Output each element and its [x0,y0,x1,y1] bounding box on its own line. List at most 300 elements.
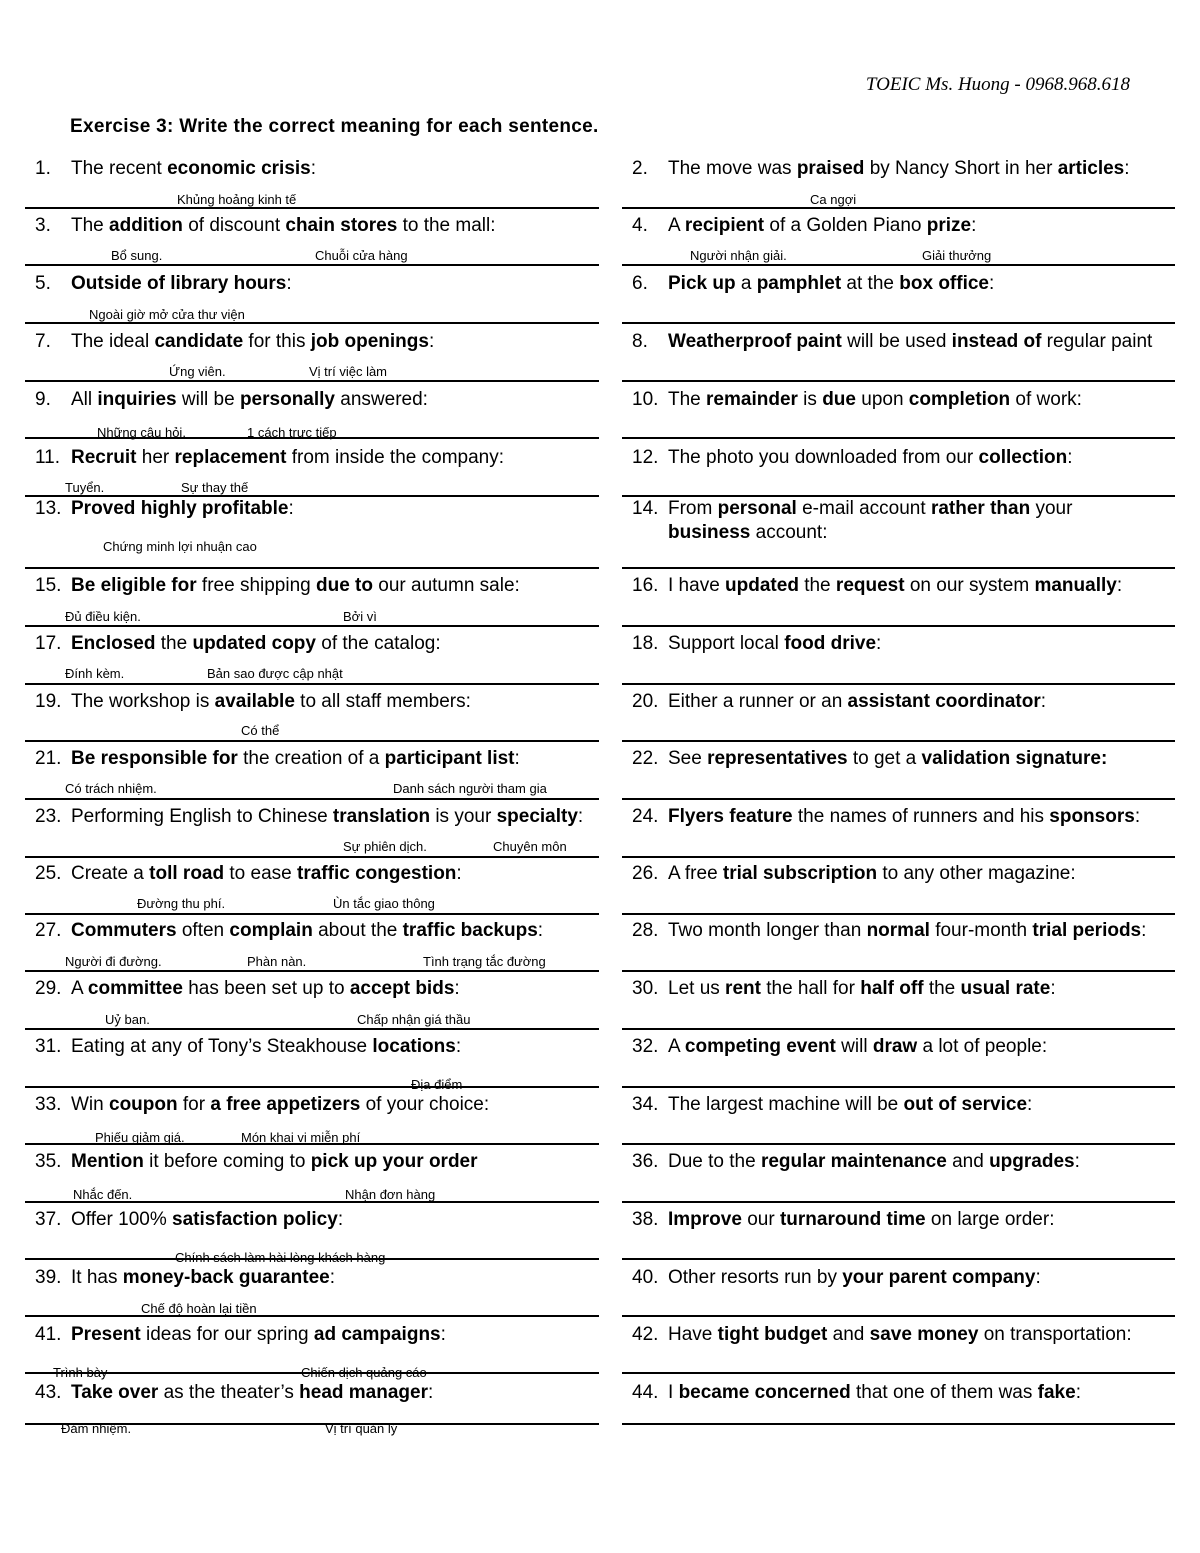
item-number: 4. [632,215,648,236]
handwritten-answer[interactable]: Trình bày [53,1365,108,1380]
item-prompt [622,1208,1175,1232]
exercise-item-7 [25,330,599,382]
key-term: collection [978,447,1068,468]
item-prompt [25,1150,599,1174]
prompt-text: : [989,273,995,294]
answer-line [622,1423,1175,1425]
prompt-text: Let us [668,978,726,999]
answer-line [622,567,1175,569]
answer-line [622,264,1175,266]
handwritten-answer[interactable]: Món khai vị miễn phí [241,1130,361,1145]
exercise-item-41 [25,1323,599,1380]
item-prompt [622,330,1175,354]
item-prompt [622,977,1175,1001]
item-number: 32. [632,1036,659,1057]
item-prompt [25,388,599,412]
exercise-item-1 [25,157,599,209]
exercise-item-2 [622,157,1175,209]
exercise-item-5 [25,272,599,324]
prompt-text: and [827,1324,870,1345]
prompt-text: for this [243,331,311,352]
answer-line [622,683,1175,685]
key-term: chain stores [285,215,398,236]
prompt-text: A [71,978,88,999]
handwritten-answer[interactable]: Chính sách làm hài lòng khách hàng [175,1250,386,1265]
handwritten-answer[interactable]: Đính kèm. [65,666,125,681]
answer-line [622,970,1175,972]
item-prompt [622,574,1175,598]
handwritten-answer[interactable]: Ngoài giờ mở cửa thư viện [89,307,245,322]
item-prompt [25,446,599,470]
prompt-text: a lot of people: [917,1036,1048,1057]
exercise-item-30 [622,977,1175,1030]
item-prompt [622,862,1175,886]
item-prompt [25,1381,599,1405]
item-number: 39. [35,1267,62,1288]
item-prompt [622,446,1175,470]
handwritten-answer[interactable]: Phàn nàn. [247,954,307,969]
key-term: coupon [109,1094,178,1115]
item-prompt [25,272,599,296]
item-prompt [622,1035,1175,1059]
answer-line [25,740,599,742]
prompt-text: Offer 100% [71,1209,173,1230]
item-prompt [25,632,599,656]
prompt-text: : [1141,920,1147,941]
prompt-text: the creation of a [237,748,385,769]
answer-line [25,207,599,209]
item-prompt [25,919,599,943]
item-prompt [622,1323,1175,1347]
key-term: trial subscription [722,863,878,884]
prompt-text: that one of them was [850,1382,1038,1403]
item-number: 36. [632,1151,659,1172]
answer-line [25,380,599,382]
prompt-text: Have [668,1324,718,1345]
item-number: 38. [632,1209,659,1230]
teacher-contact: TOEIC Ms. Huong - 0968.968.618 [865,74,1130,95]
key-term: competing event [684,1036,836,1057]
key-term: sponsors [1049,806,1135,827]
key-term: ad campaigns [313,1324,441,1345]
exercise-title: Exercise 3: Write the correct meaning for each sentence. [70,116,599,137]
key-term: tight budget [717,1324,828,1345]
key-term: Take over [71,1382,159,1403]
prompt-text: : [1134,806,1141,827]
prompt-text: : [1027,1094,1033,1115]
item-number: 43. [35,1382,62,1403]
prompt-text: : [514,748,520,769]
prompt-text: Other resorts run by [668,1267,843,1288]
handwritten-answer[interactable]: Có thể [241,723,280,738]
key-term: save money [869,1324,979,1345]
key-term: inquiries [97,389,177,410]
key-term: became concerned [678,1382,851,1403]
exercise-item-31 [25,1035,599,1092]
handwritten-answer[interactable]: Danh sách người tham gia [393,781,547,796]
prompt-text: a [735,273,757,294]
prompt-text: A [668,215,685,236]
prompt-text: ideas for our spring [140,1324,314,1345]
handwritten-answer[interactable]: Giải thưởng [922,248,992,263]
prompt-text: : [455,1036,462,1057]
answer-line [622,1143,1175,1145]
handwritten-answer[interactable]: Đủ điều kiện. [65,609,141,624]
prompt-text: : [971,215,977,236]
key-term: instead of [951,331,1042,352]
key-term: prize [926,215,972,236]
item-prompt [25,747,599,771]
key-term: accept bids [349,978,455,999]
key-term: pick up your order [310,1151,478,1172]
key-term: turnaround time [779,1209,926,1230]
key-term: out of service [903,1094,1028,1115]
answer-line [25,1372,599,1374]
handwritten-answer[interactable]: Nhắc đến. [73,1187,133,1202]
answer-line [25,567,599,569]
handwritten-answer[interactable]: Ùn tắc giao thông [333,896,435,911]
prompt-text: her [136,447,175,468]
answer-line [622,207,1175,209]
item-prompt [25,497,599,521]
key-term: traffic congestion [297,863,457,884]
prompt-text: : [1124,158,1130,179]
prompt-text: : [1074,1151,1080,1172]
exercise-item-40 [622,1266,1175,1317]
key-term: addition [109,215,183,236]
item-number: 9. [35,389,51,410]
key-term: your parent company [842,1267,1036,1288]
key-term: Pick up [668,273,736,294]
exercise-item-33 [25,1093,599,1145]
answer-line [25,1258,599,1260]
handwritten-answer[interactable]: 1 cách trực tiếp [247,425,337,440]
answer-line [25,913,599,915]
prompt-text: I [668,1382,679,1403]
answer-line [622,437,1175,439]
answer-line [622,322,1175,324]
handwritten-answer[interactable]: Chuỗi cửa hàng [315,248,408,263]
handwritten-answer[interactable]: Chấp nhận giá thầu [357,1012,471,1027]
exercise-item-13 [25,497,599,569]
prompt-text: is your [430,806,497,827]
prompt-text: The largest machine will be [668,1094,904,1115]
prompt-text: of work: [1010,389,1082,410]
key-term: usual rate [960,978,1051,999]
prompt-text: : [1075,1382,1081,1403]
prompt-text: answered: [335,389,428,410]
item-number: 5. [35,273,51,294]
key-term: Be eligible for [71,575,197,596]
prompt-text: to all staff members: [294,691,471,712]
exercise-item-21 [25,747,599,800]
key-term: locations [372,1036,456,1057]
prompt-text: The workshop is [71,691,215,712]
item-prompt [622,1381,1175,1405]
key-term: Be responsible for [71,748,238,769]
prompt-text: account: [750,522,828,543]
key-term: traffic backups [402,920,538,941]
handwritten-answer[interactable]: Đường thu phí. [137,896,226,911]
prompt-text: : [1116,575,1123,596]
prompt-text: of a Golden Piano [764,215,927,236]
exercise-item-36 [622,1150,1175,1203]
key-term: replacement [174,447,287,468]
item-prompt [25,1208,599,1232]
item-number: 14. [632,498,659,519]
item-prompt [25,1035,599,1059]
item-prompt [25,977,599,1001]
key-term: due to [316,575,373,596]
item-number: 8. [632,331,648,352]
handwritten-answer[interactable]: Bản sao được cập nhật [207,666,343,681]
exercise-item-11 [25,446,599,497]
item-number: 28. [632,920,659,941]
prompt-text: From [668,498,718,519]
key-term: satisfaction policy [172,1209,338,1230]
exercise-item-16 [622,574,1175,627]
key-term: request [835,575,905,596]
key-term: a free appetizers [210,1094,361,1115]
prompt-text: Win [71,1094,109,1115]
answer-line [622,1258,1175,1260]
answer-line [25,683,599,685]
prompt-text: about the [312,920,403,941]
prompt-text: as the theater’s [158,1382,300,1403]
handwritten-answer[interactable]: Ca ngợi [810,192,857,207]
key-term: specialty [496,806,578,827]
exercise-item-23 [25,805,599,858]
item-prompt [622,388,1175,412]
key-term: Improve [668,1209,742,1230]
key-term: updated copy [192,633,316,654]
prompt-text: : [286,273,292,294]
item-prompt [622,1150,1175,1174]
answer-line [25,1201,599,1203]
key-term: available [214,691,295,712]
item-prompt [622,214,1175,238]
prompt-text: The recent [71,158,168,179]
prompt-text: the names of runners and his [792,806,1050,827]
handwritten-answer[interactable]: Bổ sung. [111,248,163,263]
key-term: Flyers feature [668,806,793,827]
handwritten-answer[interactable]: Đảm nhiệm. [61,1421,132,1436]
item-prompt [622,272,1175,296]
prompt-text: often [176,920,230,941]
item-prompt [25,862,599,886]
answer-line [622,913,1175,915]
key-term: remainder [706,389,798,410]
exercise-item-37 [25,1208,599,1265]
handwritten-answer[interactable]: Tuyển. [65,480,105,495]
handwritten-answer[interactable]: Sự phiên dịch. [343,839,427,854]
item-number: 27. [35,920,62,941]
key-term: Present [71,1324,141,1345]
item-number: 44. [632,1382,659,1403]
item-number: 30. [632,978,659,999]
handwritten-answer[interactable]: Ứng viên. [169,364,226,379]
handwritten-answer[interactable]: Bởi vì [343,609,377,624]
answer-line [622,1201,1175,1203]
item-number: 35. [35,1151,62,1172]
key-term: economic crisis [167,158,311,179]
handwritten-answer[interactable]: Địa điểm [411,1077,463,1092]
answer-line [25,856,599,858]
key-term: committee [87,978,183,999]
prompt-text: the [155,633,193,654]
key-term: manually [1034,575,1117,596]
key-term: praised [796,158,865,179]
key-term: toll road [149,863,225,884]
exercise-item-20 [622,690,1175,742]
handwritten-answer[interactable]: Có trách nhiệm. [65,781,157,796]
exercise-item-8 [622,330,1175,382]
key-term: Weatherproof paint [668,331,842,352]
answer-line [25,1423,599,1425]
item-number: 18. [632,633,659,654]
key-term: regular maintenance [760,1151,947,1172]
handwritten-answer[interactable]: Chế độ hoàn lại tiền [141,1301,257,1316]
handwritten-answer[interactable]: Vị trí quản lý [325,1421,398,1436]
key-term: Recruit [71,447,137,468]
exercise-item-10 [622,388,1175,439]
handwritten-answer[interactable]: Chuyên môn [493,839,567,854]
prompt-text: I have [668,575,726,596]
key-term: recipient [684,215,765,236]
key-term: fake [1037,1382,1076,1403]
key-term: job openings [310,331,429,352]
key-term: Mention [71,1151,144,1172]
prompt-text: of the catalog: [315,633,441,654]
prompt-text: on transportation: [978,1324,1132,1345]
item-prompt [25,1093,599,1117]
key-term: participant list [384,748,515,769]
item-number: 11. [35,447,61,468]
handwritten-answer[interactable]: Người nhận giải. [690,248,787,263]
key-term: validation signature: [921,748,1108,769]
prompt-text: A [668,1036,685,1057]
exercise-item-9 [25,388,599,439]
prompt-text: The [668,389,707,410]
handwritten-answer[interactable]: Phiếu giảm giá. [95,1130,185,1145]
handwritten-answer[interactable]: Tình trạng tắc đường [423,954,546,969]
answer-line [622,380,1175,382]
exercise-item-15 [25,574,599,627]
prompt-text: our autumn sale: [373,575,520,596]
key-term: trial periods [1032,920,1142,941]
prompt-text: is [797,389,823,410]
handwritten-answer[interactable]: Sự thay thế [181,480,249,495]
prompt-text: : [1040,691,1047,712]
item-prompt [622,632,1175,656]
item-number: 34. [632,1094,659,1115]
handwritten-answer[interactable]: Chiến dịch quảng cáo [301,1365,427,1380]
exercise-item-27 [25,919,599,972]
prompt-text: to get a [847,748,922,769]
handwritten-answer[interactable]: Vị trí việc làm [309,364,388,379]
handwritten-answer[interactable]: Uỷ ban. [105,1012,150,1027]
item-number: 42. [632,1324,659,1345]
answer-line [25,437,599,439]
item-number: 41. [35,1324,62,1345]
exercise-item-22 [622,747,1175,800]
key-term: due [822,389,856,410]
prompt-text: : [537,920,544,941]
prompt-text: by Nancy Short in her [864,158,1058,179]
item-prompt [25,1266,599,1290]
item-prompt [25,1323,599,1347]
exercise-item-4 [622,214,1175,266]
item-number: 13. [35,498,62,519]
item-number: 6. [632,273,648,294]
handwritten-answer[interactable]: Những câu hỏi. [97,425,186,440]
item-prompt [622,157,1175,181]
prompt-text: Two month longer than [668,920,867,941]
exercise-item-34 [622,1093,1175,1145]
prompt-text: will be used [841,331,952,352]
prompt-text: from inside the company: [286,447,504,468]
answer-line [622,740,1175,742]
prompt-text: : [876,633,882,654]
item-prompt [622,747,1175,771]
key-term: updated [725,575,799,596]
item-number: 40. [632,1267,659,1288]
answer-line [25,625,599,627]
key-term: assistant coordinator [847,691,1041,712]
item-prompt [25,574,599,598]
answer-line [622,1086,1175,1088]
item-prompt [25,214,599,238]
prompt-text: : [456,863,462,884]
key-term: personally [239,389,335,410]
handwritten-answer[interactable]: Khủng hoảng kinh tế [177,192,297,207]
exercise-item-12 [622,446,1175,497]
prompt-text: : [310,158,317,179]
key-term: business [668,522,751,543]
prompt-text: : [1050,978,1056,999]
item-number: 7. [35,331,51,352]
prompt-text: : [329,1267,335,1288]
exercise-item-28 [622,919,1175,972]
prompt-text: e-mail account [796,498,931,519]
exercise-item-3 [25,214,599,266]
prompt-text: it before coming to [143,1151,311,1172]
item-number: 25. [35,863,62,884]
handwritten-answer[interactable]: Nhận đơn hàng [345,1187,436,1202]
answer-line [622,625,1175,627]
prompt-text: : [427,1382,434,1403]
exercise-item-14 [622,497,1175,569]
item-number: 20. [632,691,659,712]
exercise-item-42 [622,1323,1175,1374]
prompt-text: See [668,748,708,769]
prompt-text: All [71,389,98,410]
prompt-text: the hall for [760,978,861,999]
prompt-text: Support local [668,633,785,654]
item-number: 22. [632,748,659,769]
item-number: 19. [35,691,62,712]
answer-line [25,322,599,324]
key-term: articles [1057,158,1125,179]
prompt-text: It has [71,1267,123,1288]
item-number: 3. [35,215,51,236]
handwritten-answer[interactable]: Chứng minh lợi nhuận cao [103,539,257,554]
prompt-text: will [835,1036,873,1057]
key-term: candidate [154,331,244,352]
prompt-text: the [798,575,836,596]
answer-line [25,798,599,800]
handwritten-answer[interactable]: Người đi đường. [65,954,162,969]
